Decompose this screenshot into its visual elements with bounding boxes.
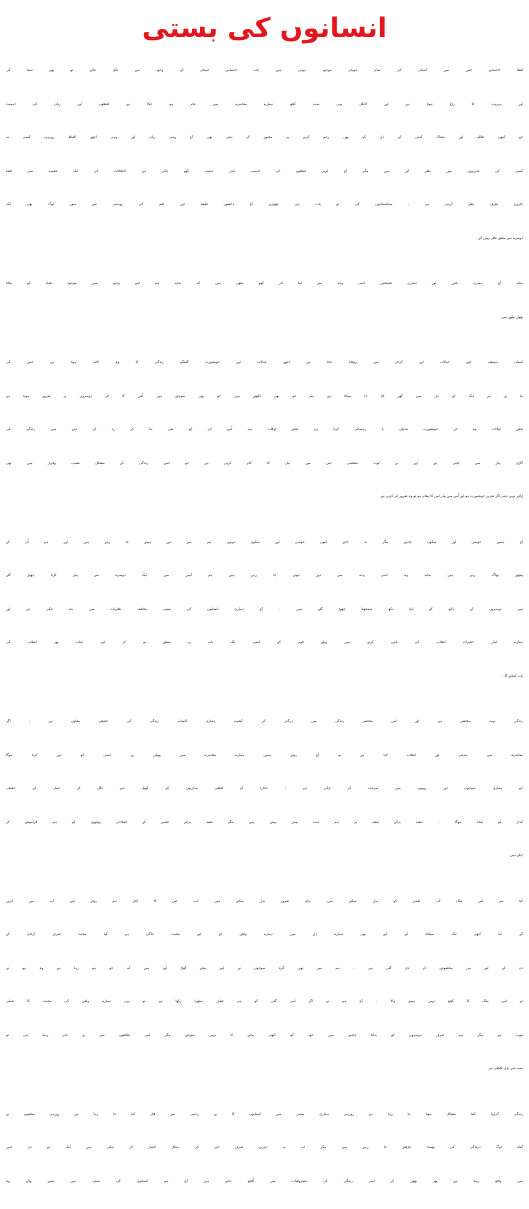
paragraph xyxy=(6,1098,523,1199)
paragraph xyxy=(6,346,523,514)
paragraph xyxy=(6,705,523,873)
text-line: دوسرے سے متفق نظر نہیں آتے ۔ xyxy=(474,235,523,240)
text-line: گناہ لوگ درندگی کی بھینٹ چڑھتے جا رہے ہیں مگر اب یہ چیزیں صرف خبر کی شکل اختیار کر چکی ہیں ایک دو دن ذہن xyxy=(6,1145,523,1149)
text-line: جو ہماری سوچوں اور رویوں میں سرایت کر چکی ہے ، خدارا آج لفظی مداریوں کے کھیل سے نکل کر عمل کے حقیقی xyxy=(6,786,523,790)
text-line: چکے ہیں xyxy=(509,853,523,857)
paragraph xyxy=(6,54,523,255)
text-line: انسان ہمیشہ اپنے خیالات اور کردار سے پہچانا جاتا ہے اچھے خیالات اور خوبصورت گفتگو زندگی کا وہ اثاثہ ہوتا ہے جس کی xyxy=(6,360,523,364)
text-line: زندگی بہت مختصر ہے اور اس مختصر زندگی میں درگذر کی کیفیت ہماری کامیاب زندگی کی حقیقی معاون ہے ، اگر xyxy=(6,719,523,723)
text-line: رُکنے نہیں دیتی اگر تحریر خوبصورت ہو اور اُس میں پیار امن کا پیغام ہو تو وہ ضرور اثر کرتی ہے xyxy=(380,494,523,498)
text-line: شاید آج ہماری باتیں اور ہماری نصیحتیں اسی وجہ سے اپنا اثر کھو بیٹھی ہیں کہ شاید ہم اپنے وجود میں موجود تضاد کو مٹانا xyxy=(6,281,523,285)
text-line: بات کیجئے گا ۔ xyxy=(501,673,523,678)
text-line: گے کیا کبھی ایک سیکنڈ کے لیے بھی ہمارے دل میں ہمارے وطن کے لیے محبت جاگی ہے کیا محبت صرف آزادی کے xyxy=(6,932,523,936)
text-line: کسی کی تحریروں میں نظر آتے ہیں مگر آج انہی لفظوں کی اہمیت اپنی حیثیت کھو چکی ہے اختلافات کی ایک عجیب سی فضا xyxy=(6,168,523,173)
text-line: میں واقع رہتا ہے پھر بھول کر اپنی زندگی کی مصروفیات میں اُلجھ جاتے ہیں آج ہم انسانوں کی بستی میں بسنے والے وہ xyxy=(6,1178,523,1183)
text-line: ہیں دوسروں کے دکھ کو اپنا دکھ سمجھنا چھوڑ گئے ہیں ۔ آج ہماری انسانوں کی بستی مختلف نظریات میں بٹ چکی ہے اور xyxy=(6,606,523,611)
paragraph xyxy=(6,267,523,334)
text-line: بھول بیٹھے ہیں xyxy=(501,314,523,319)
text-line: ہمارے لیڈر حضرات انقلاب کی باتیں کرتے ہیں پہلے قوم کو کسی ایک بات پر متفق تو کر لیں جناب پھر انقلاب کی xyxy=(6,640,523,644)
text-line: سب سے بڑی غلطی ہے xyxy=(488,1066,523,1070)
text-line: جو کبھی ظالم اور سفاک آدمی کے دل کو بھی رحم کرنے پر مجبور کر دیتی تھی آج وہی زبان اور وہی اچھے الفاظ روزہی کسی نہ xyxy=(6,135,523,139)
text-line: دو اس ملک کا کچھ نہیں ہونے والا ۔ آج ہم نے اگر اپنی گلی کو ہی صاف ستھرا رکھا ہے تو یہی ہمارے وطن کی محبت کا عملی xyxy=(6,999,523,1003)
text-line: زندگی گزارنا کتنا مشکل ہوتا جا رہا ہے روزہی ہماری بستی میں انسانوں کا بے رحمی سے قتل کیا جا رہا ہے روزہی معصوم بے xyxy=(6,1111,523,1116)
text-line: کیا ہم اس ملک کی تقدیر کو بدل سکتے ہیں، ہاں ضرور بدل سکتے ہیں جب اس کا آغاز ہم پہلے اپنے آپ سے کریں xyxy=(6,898,523,903)
paragraph xyxy=(6,885,523,1086)
text-line: بنا پر ہر ایک کے دل میں گھر کیا جا سکتا ہے ہم جو بھی لکھتے ہیں جو بھی سوچتے ہیں اُس کا اثر دوسروں پر ضرور ہوتا ہے xyxy=(6,393,523,398)
paragraph xyxy=(6,526,523,694)
text-line: چاروں طرف نظر آرہی ہے ، سیاستدانوں کی تو بات ہی چھوڑیے آج دانشور طبقہ اور علم کی روشنی سے منور لوگ بھی ایک xyxy=(6,202,523,206)
text-line: گاڑی پیار سے چلتی ہے اور بے لوث مخلصی اس میں تیل کا کام کرتی ہے جو اسے زندگی کے مشکل نشیب وفراز میں بھی xyxy=(6,460,523,465)
text-line: اور بربریت کا راج ہوتا ہے اور آجکل یہی سب کچھ ہمارے معاشرے میں عام ہو چکا ہے لفظوں اور زبان کی اہمیت xyxy=(6,101,523,106)
text-line: انداز کو اپنانا ہوگا ۔ تنقید برائے تنقید پر ہم سب پیش پیش ہیں مگر تنقید برائے تعمیر کے اصلاحی پہلوؤں کو ہم فراموش کر xyxy=(6,819,523,824)
text-line: ثبوت ہے مگر ہم صرف دوسروں کو بدلنا چاہتے ہیں خود کو کبھی بدلنے کا نہیں سوچتے مگر اپنی غلطیوں سے بے خبر رہنا ہی تو xyxy=(6,1032,523,1037)
text-line: پیچھے بھاگ رہے ہیں شاید وہ اسی وجہ سے دور ہوتے جا رہے ہیں ہم آپس میں ایک دوسرے سے پیار کرنا چھوڑ گئے xyxy=(6,573,523,577)
text-line: بعض اوقات وہ اثر خوبصورت تبدیلی یا رہنمائی کرتا ہے بعض اوقات ہم اُس اثر کو نفی بنا کر رد کر دیتے ہیں زندگی کی xyxy=(6,427,523,431)
text-line: دن کے لیے ہی مخصوص کر دی گئی ہے ۔ ہم میں بھی گرہ سوچوں نے اپنے پنجے گھاڑ لیے ہیں کہ جو ہو رہا ہے وہ ہو نے xyxy=(6,965,523,970)
text-line: معاشرے میں تبدیلی اور انقلاب لانا ہے تو آج پہلے ہمیں ہمارے معاشرے میں پھیلی بے حسی کو دور کرنا ہوگا xyxy=(6,752,523,757)
text-line: لفظ احساس جس میں انسان کی تمام خوبیاں موجود ہوتی ہیں جب احساس انسان کے وجود سے نکل جائے تو پھر سفا کی xyxy=(6,68,523,72)
article-title: انسانوں کی بستی xyxy=(142,13,387,44)
text-line: آج ہمیں خوشی اور سکون چاہیے مگر نہ جانے کیوں خوشی اور سکون دونوں ہم سے دور ہوتے جا رہے ہیں اور ہم اُن کے xyxy=(6,539,523,544)
